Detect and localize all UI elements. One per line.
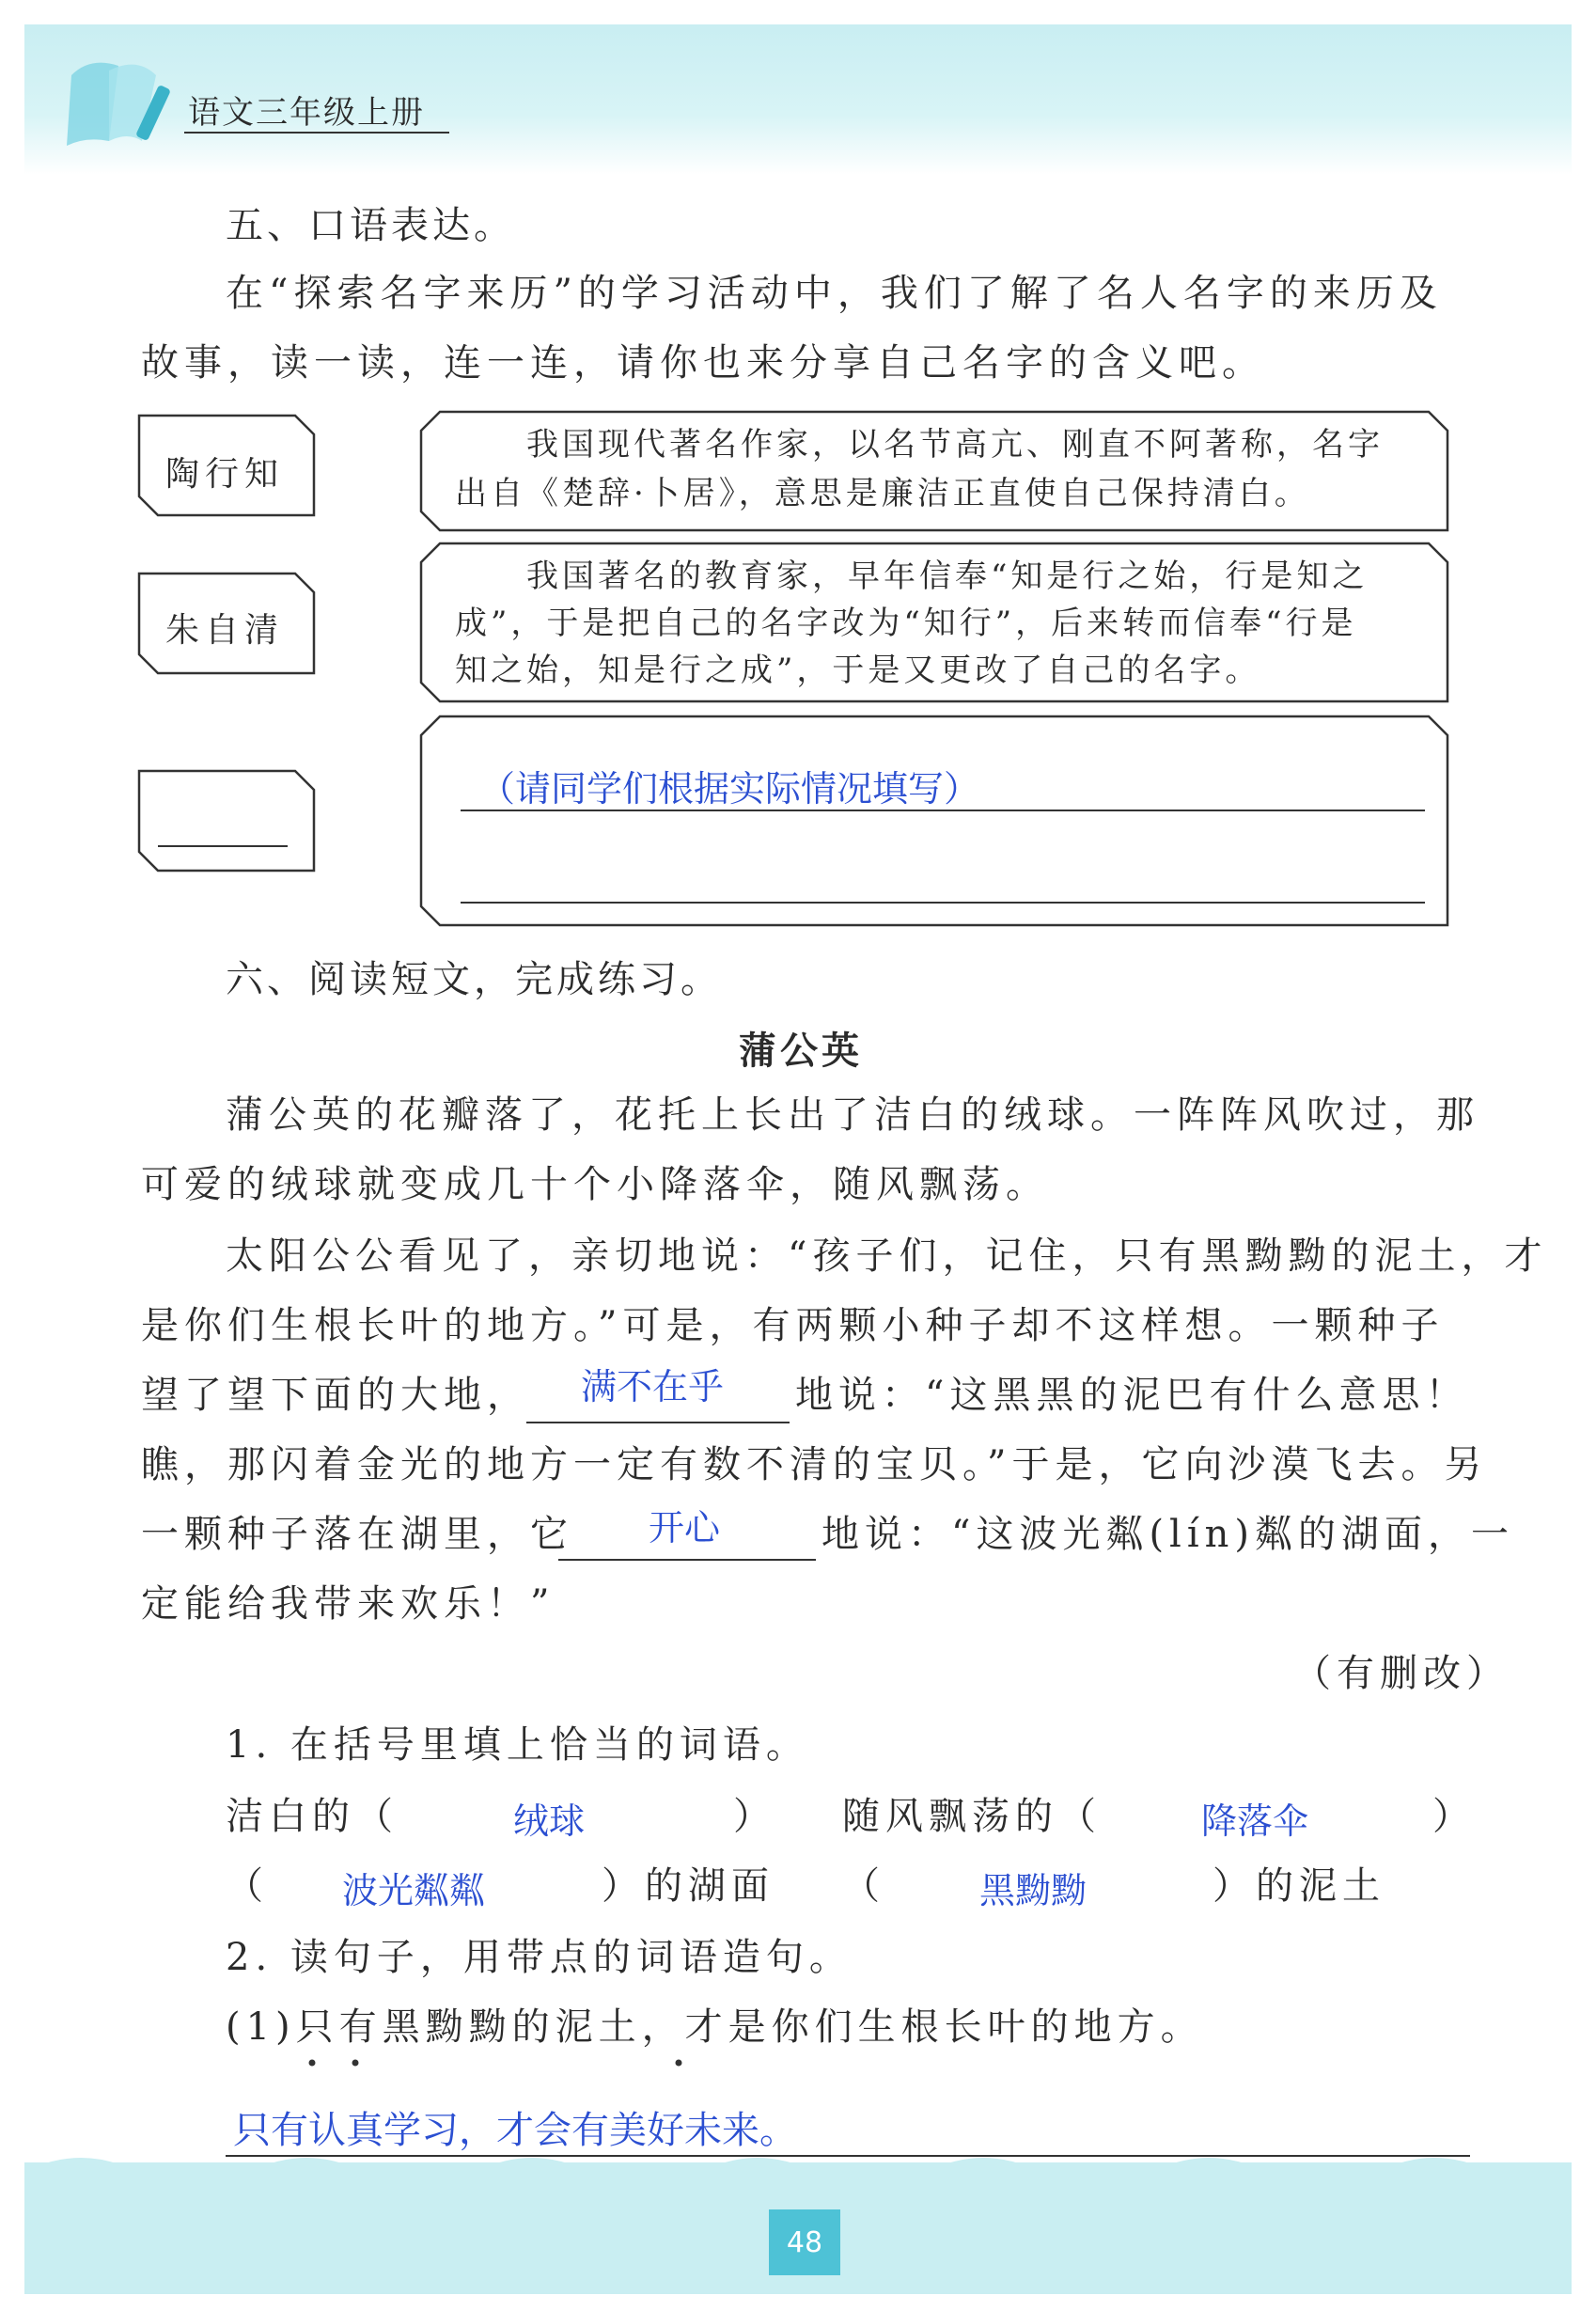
name-box-3 [137,769,316,873]
book-title: 语文三年级上册 [188,94,425,132]
emphasis-dots [301,2055,714,2070]
q1-item1-close: ） [733,1795,776,1838]
page-number: 48 [769,2209,840,2275]
q1-item1-prefix: 洁白的（ [226,1795,399,1838]
p2-line1: 太阳公公看见了，亲切地说：“孩子们，记住，只有黑黝黝的泥土，才 [226,1234,1548,1278]
blank-1-answer: 满不在乎 [581,1366,725,1407]
name-tao-xingzhi: 陶行知 [165,455,285,494]
book-logo-icon [53,47,184,160]
q1-item3-answer: 波光粼粼 [342,1870,486,1911]
q2-prompt: 2. 读句子，用带点的词语造句。 [226,1936,853,1979]
q1-item3-open: （ [226,1864,269,1908]
p2-line6: 定能给我带来欢乐！” [141,1582,555,1626]
passage-title: 蒲公英 [739,1029,863,1073]
source-note: （有删改） [1293,1652,1510,1695]
q1-item4-suffix: ）的泥土 [1213,1864,1385,1908]
p2-line2: 是你们生根长叶的地方。”可是，有两颗小种子却不这样想。一颗种子 [141,1304,1445,1347]
p2-line5-a: 一颗种子落在湖里，它 [141,1513,573,1556]
q1-item2-answer: 降落伞 [1201,1800,1309,1842]
q1-item2-prefix: 随风飘荡的（ [842,1795,1102,1838]
q1-item2-close: ） [1432,1795,1476,1838]
p1-line2: 可爱的绒球就变成几十个小降落伞，随风飘荡。 [141,1163,1049,1206]
desc2-line1: 我国著名的教育家，早年信奉“知是行之始，行是知之 [526,558,1369,595]
section5-intro-line1: 在“探索名字来历”的学习活动中，我们了解了名人名字的来历及 [226,272,1443,315]
q2-answer: 只有认真学习，才会有美好未来。 [233,2109,797,2152]
desc2-line3: 知之始，知是行之成”，于是又更改了自己的名字。 [455,652,1261,689]
book-title-underline [184,132,449,134]
desc1-line2: 出自《楚辞·卜居》，意思是廉洁正直使自己保持清白。 [455,475,1310,512]
q1-item4-open: （ [842,1864,885,1908]
desc1-line1: 我国现代著名作家，以名节高亢、刚直不阿著称，名字 [526,426,1384,464]
q1-prompt: 1. 在括号里填上恰当的词语。 [226,1723,809,1767]
name-meaning-answer: （请同学们根据实际情况填写） [479,768,980,810]
desc2-line2: 成”，于是把自己的名字改为“知行”，后来转而信奉“行是 [455,605,1357,642]
p2-line5-b: 地说：“这波光粼(lín)粼的湖面，一 [821,1513,1515,1556]
section5-intro-line2: 故事，读一读，连一连，请你也来分享自己名字的含义吧。 [141,341,1265,385]
p2-line4: 瞧，那闪着金光的地方一定有数不清的宝贝。”于是，它向沙漠飞去。另 [141,1443,1488,1486]
name-zhu-ziqing: 朱自清 [165,611,285,650]
desc-box-3 [419,715,1449,927]
q1-item4-answer: 黑黝黝 [979,1870,1087,1911]
q1-item1-answer: 绒球 [513,1800,586,1842]
section6-heading: 六、阅读短文，完成练习。 [226,958,722,1001]
blank-2-answer: 开心 [649,1507,721,1549]
p2-line3-a: 望了望下面的大地， [141,1374,530,1417]
q1-item3-suffix: ）的湖面 [602,1864,775,1908]
section5-heading: 五、口语表达。 [226,204,515,247]
p1-line1: 蒲公英的花瓣落了，花托上长出了洁白的绒球。一阵阵风吹过，那 [226,1093,1479,1137]
q2-sentence: (1)只有黑黝黝的泥土，才是你们生根长叶的地方。 [226,2005,1204,2049]
p2-line3-b: 地说：“这黑黑的泥巴有什么意思！ [795,1374,1469,1417]
